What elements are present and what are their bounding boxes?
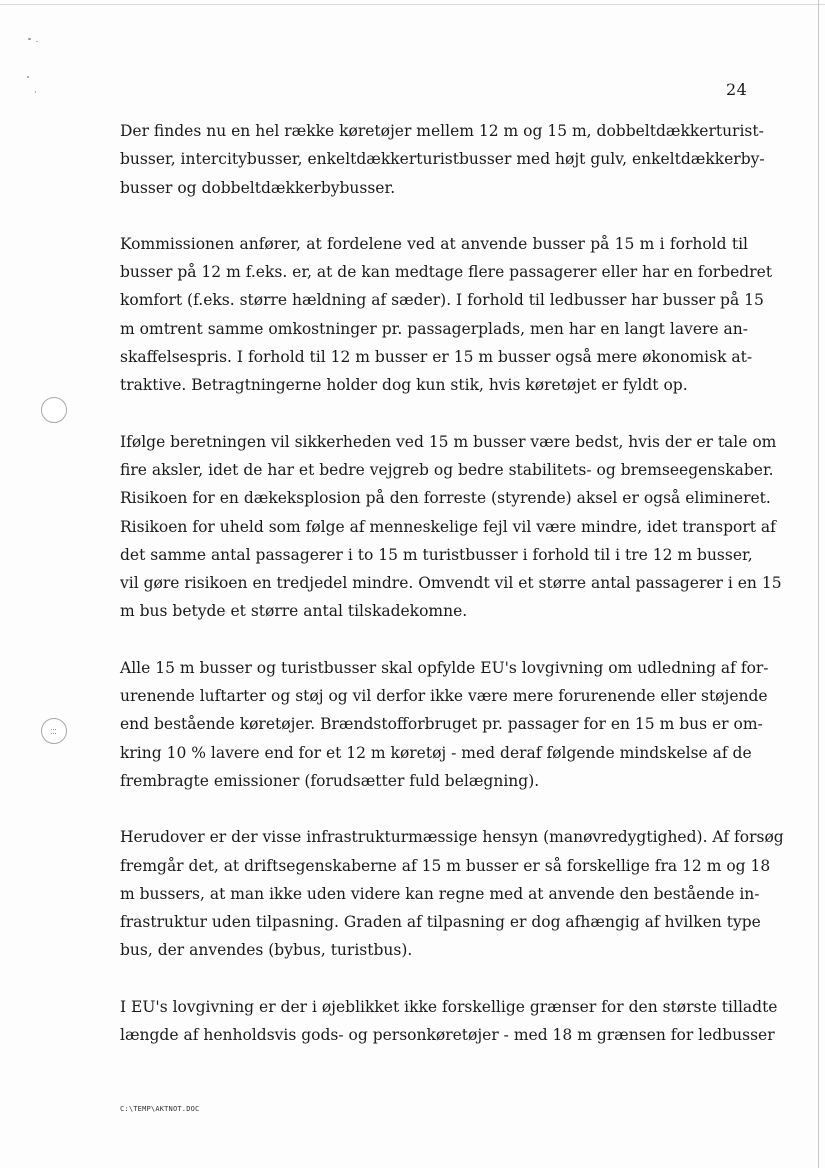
text-line: busser og dobbeltdækkerbybusser. — [120, 178, 396, 197]
text-line: busser på 12 m f.eks. er, at de kan medtage flere passagerer eller har en forbedret — [120, 263, 773, 282]
page-top-edge — [0, 4, 825, 5]
text-line: det samme antal passagerer i to 15 m turistbusser i forhold til i tre 12 m busser, — [120, 545, 753, 564]
text-line: urenende luftarter og støj og vil derfor ikke være mere forurenende eller støjende — [120, 687, 768, 706]
text-line: frembragte emissioner (forudsætter fuld belægning). — [120, 771, 540, 790]
text-line: komfort (f.eks. større hældning af sæder). I forhold til ledbusser har busser på 15 — [120, 291, 764, 310]
text-line: fire aksler, idet de har et bedre vejgreb og bedre stabilitets- og bremseegenskaber. — [120, 460, 774, 479]
text-line: Kommissionen anfører, at fordelene ved at anvende busser på 15 m i forhold til — [120, 234, 748, 253]
paragraph-safety — [120, 428, 782, 626]
paragraph-commission-advantages — [120, 230, 773, 400]
paragraph-eu-legislation — [120, 993, 778, 1050]
text-line: Risikoen for en dækeksplosion på den forreste (styrende) aksel er også elimineret. — [120, 489, 771, 508]
scan-speck — [36, 41, 38, 42]
text-line: end bestående køretøjer. Brændstofforbruget pr. passager for en 15 m bus er om- — [120, 715, 763, 734]
scan-speck — [28, 38, 31, 40]
footer-file-path: C:\TEMP\AKTNOT.DOC — [120, 1105, 200, 1113]
text-line: Herudover er der visse infrastrukturmæssige hensyn (manøvredygtighed). Af forsøg — [120, 828, 784, 847]
page-right-edge — [818, 0, 819, 1168]
text-line: bus, der anvendes (bybus, turistbus). — [120, 941, 413, 960]
text-line: Alle 15 m busser og turistbusser skal opfylde EU's lovgivning om udledning af for- — [120, 658, 769, 677]
text-line: m bussers, at man ikke uden videre kan regne med at anvende den bestående in- — [120, 884, 760, 903]
text-line: fremgår det, at driftsegenskaberne af 15 m busser er så forskellige fra 12 m og 18 — [120, 856, 771, 875]
paragraph-emissions — [120, 654, 769, 795]
text-line: busser, intercitybusser, enkeltdækkerturistbusser med højt gulv, enkeltdækkerby- — [120, 150, 765, 169]
text-line: m bus betyde et større antal tilskadekomne. — [120, 602, 468, 621]
punch-hole-lower — [41, 718, 67, 744]
page-number: 24 — [726, 80, 748, 99]
paragraph-infrastructure — [120, 823, 784, 964]
text-line: kring 10 % lavere end for et 12 m køretøj - med deraf følgende mindskelse af de — [120, 743, 752, 762]
paragraph-vehicle-types — [120, 117, 765, 202]
text-line: Der findes nu en hel række køretøjer mellem 12 m og 15 m, dobbeltdækkerturist- — [120, 122, 764, 140]
text-line: Ifølge beretningen vil sikkerheden ved 15 m busser være bedst, hvis der er tale om — [120, 432, 777, 451]
body-text — [120, 117, 784, 1077]
text-line: længde af henholdsvis gods- og personkøretøjer - med 18 m grænsen for ledbusser — [120, 1026, 775, 1045]
text-line: frastruktur uden tilpasning. Graden af tilpasning er dog afhængig af hvilken type — [120, 913, 761, 932]
scan-speck — [35, 91, 36, 93]
scan-speck — [27, 76, 29, 78]
text-line: I EU's lovgivning er der i øjeblikket ikke forskellige grænser for den største tilladte — [120, 997, 778, 1016]
text-line: Risikoen for uheld som følge af menneskelige fejl vil være mindre, idet transport af — [120, 517, 776, 536]
punch-hole-upper — [41, 397, 67, 423]
text-line: m omtrent samme omkostninger pr. passagerplads, men har en langt lavere an- — [120, 319, 748, 338]
text-line: traktive. Betragtningerne holder dog kun stik, hvis køretøjet er fyldt op. — [120, 376, 688, 395]
text-line: vil gøre risikoen en tredjedel mindre. Omvendt vil et større antal passagerer i en 15 — [120, 574, 782, 593]
text-line: skaffelsespris. I forhold til 12 m busser er 15 m busser også mere økonomisk at- — [120, 348, 753, 367]
